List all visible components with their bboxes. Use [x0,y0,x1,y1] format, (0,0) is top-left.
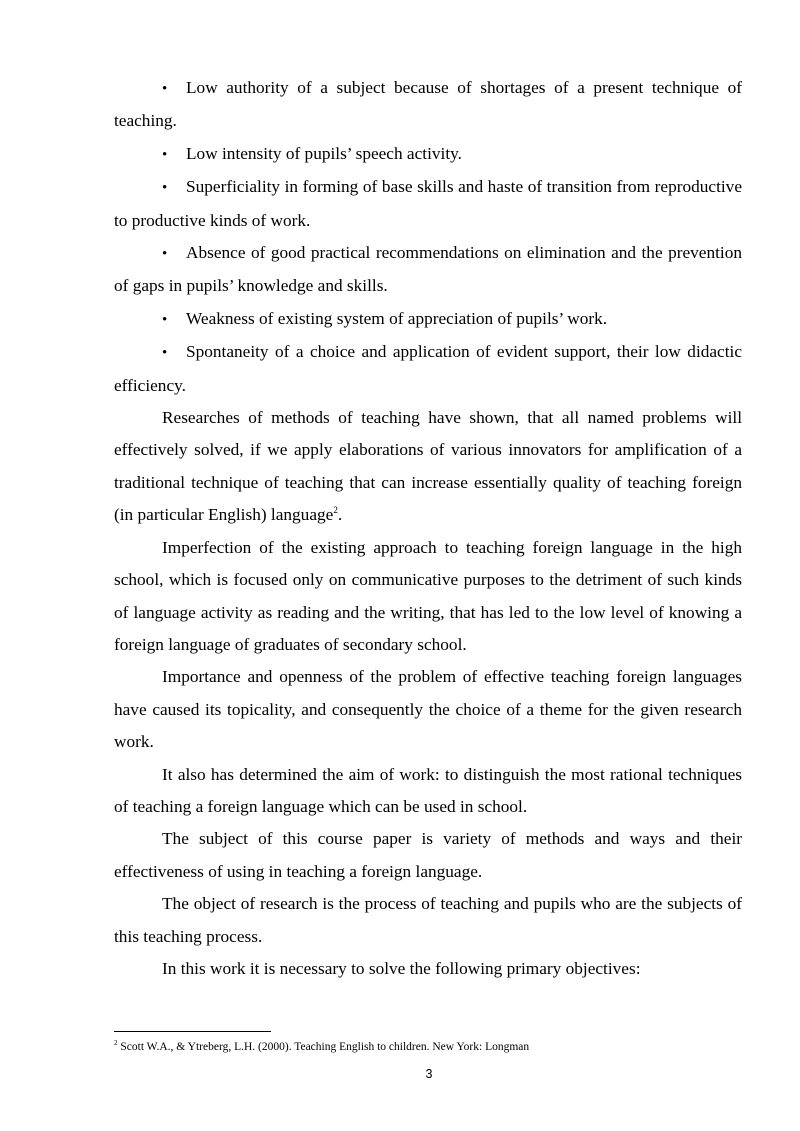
paragraph-subject: The subject of this course paper is variety of methods and ways and their effectiveness of using in teaching a foreign language. [114,829,742,881]
paragraph-aim: It also has determined the aim of work: to distinguish the most rational techniques of teaching a foreign language which can be used in school. [114,764,742,816]
footnote-marker: 2 [114,1039,118,1048]
bullet-text: Superficiality in forming of base skills and haste of transition from reproductive to productive kinds of work. [114,177,742,230]
paragraph-text: Researches of methods of teaching have shown, that all named problems will effectively solved, if we apply elaborations of various innovators for amplification of a traditional technique of teaching that can increase essentially quality of teaching foreign (in particular English) language [114,408,742,525]
bullet-item [114,72,742,138]
paragraph-object: The object of research is the process of teaching and pupils who are the subjects of this teaching process. [114,894,742,946]
bullet-text: Absence of good practical recommendations on elimination and the prevention of gaps in pupils’ knowledge and skills. [114,243,742,296]
bullet-item [114,237,742,303]
bullet-icon: • [162,345,168,362]
body-text [114,72,742,985]
bullet-icon: • [162,180,168,197]
page-number: 3 [425,1067,433,1081]
bullet-icon: • [162,146,168,163]
footnote-text: Scott W.A., & Ytreberg, L.H. (2000). Teaching English to children. New York: Longman [117,1041,530,1053]
bullet-item [114,336,742,402]
footnote-reference[interactable]: 2 [333,505,338,516]
bullet-text: Spontaneity of a choice and application of evident support, their low didactic efficiency. [114,342,742,395]
paragraph-researches [114,402,742,532]
bullet-icon: • [162,81,168,97]
paragraph-imperfection: Imperfection of the existing approach to teaching foreign language in the high school, which is focused only on communicative purposes to the detriment of such kinds of language activity as reading and the writing, that has led to the low level of knowing a foreign language of graduates of secondary school. [114,537,742,654]
paragraph-objectives: In this work it is necessary to solve the following primary objectives: [162,958,641,978]
bullet-text: Weakness of existing system of appreciation of pupils’ work. [186,308,608,328]
paragraph-end: . [337,505,343,525]
bullet-text: Low authority of a subject because of shortages of a present technique of teaching. [114,78,742,131]
bullet-text: Low intensity of pupils’ speech activity. [186,143,462,163]
bullet-icon: • [162,311,168,328]
bullet-icon: • [162,246,168,263]
footnote [114,1039,742,1055]
paragraph-importance: Importance and openness of the problem of effective teaching foreign languages have caused its topicality, and consequently the choice of a theme for the given research work. [114,667,742,752]
bullet-item [114,303,742,336]
bullet-item [114,171,742,237]
footnote-divider [114,1031,271,1032]
bullet-item [114,138,742,171]
